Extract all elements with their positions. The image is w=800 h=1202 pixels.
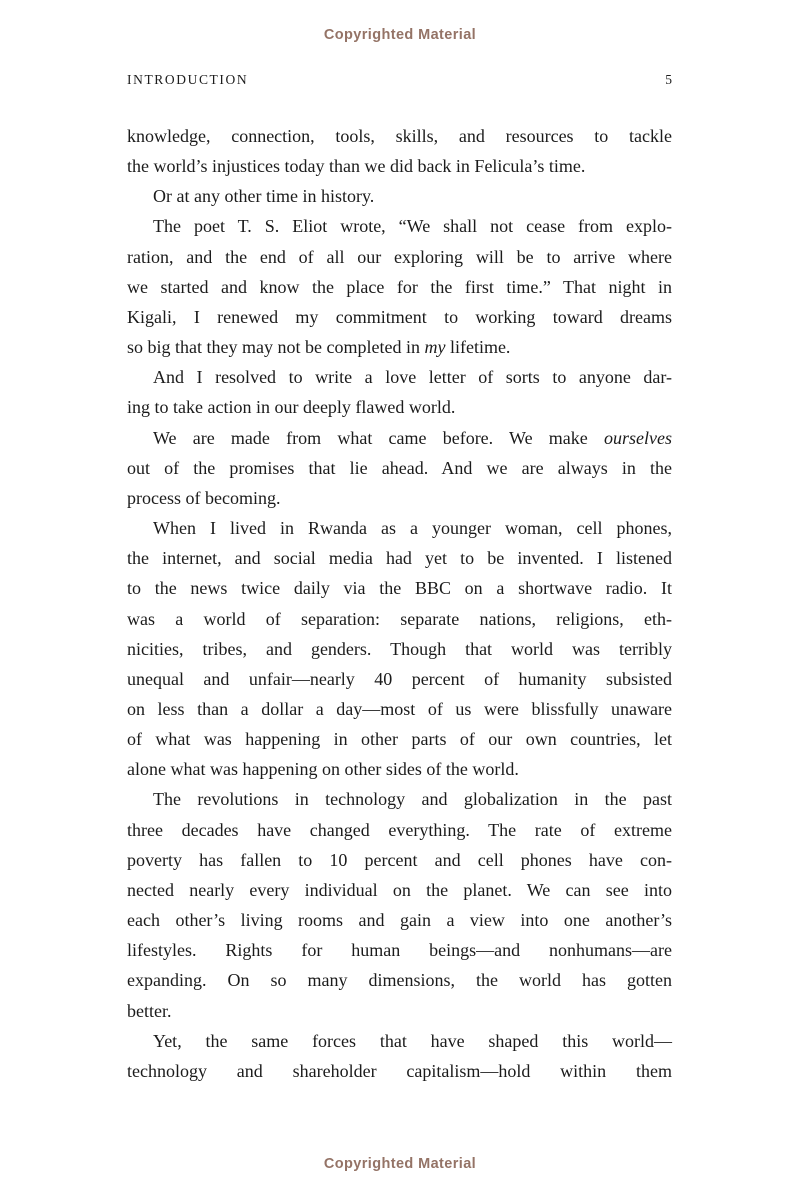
text-line: The revolutions in technology and globalization in the past <box>153 789 672 810</box>
copyright-watermark-top: Copyrighted Material <box>323 27 477 43</box>
text-line: better. <box>127 1000 172 1021</box>
page-header <box>127 72 672 88</box>
text-line: nected nearly every individual on the planet. We can see into <box>127 879 672 900</box>
text-line: nicities, tribes, and genders. Though that world was terribly <box>127 638 672 659</box>
text-line: was a world of separation: separate nations, religions, eth- <box>127 608 672 629</box>
text-line: the internet, and social media had yet to be invented. I listened <box>127 548 672 569</box>
text-line: ing to take action in our deeply flawed world. <box>127 397 456 418</box>
text-line: Yet, the same forces that have shaped this world— <box>153 1030 672 1051</box>
text-line: of what was happening in other parts of our own countries, let <box>127 729 672 750</box>
text-line: Or at any other time in history. <box>153 186 375 207</box>
text-line: And I resolved to write a love letter of sorts to anyone dar- <box>153 367 672 388</box>
text-line: unequal and unfair—nearly 40 percent of humanity subsisted <box>127 668 672 689</box>
text-line: Kigali, I renewed my commitment to working toward dreams <box>127 306 672 327</box>
text-line: ration, and the end of all our exploring will be to arrive where <box>127 246 672 267</box>
text-line: lifestyles. Rights for human beings—and nonhumans—are <box>127 940 672 961</box>
text-line: knowledge, connection, tools, skills, and resources to tackle <box>127 126 672 146</box>
text-line: process of becoming. <box>127 487 281 508</box>
text-line: to the news twice daily via the BBC on a shortwave radio. It <box>127 578 672 599</box>
text-line: expanding. On so many dimensions, the world has gotten <box>127 970 672 991</box>
text-line: The poet T. S. Eliot wrote, “We shall not cease from explo- <box>153 216 672 237</box>
copyright-watermark-bottom: Copyrighted Material <box>323 1156 477 1172</box>
text-line: three decades have changed everything. The rate of extreme <box>127 819 672 840</box>
text-line: poverty has fallen to 10 percent and cell phones have con- <box>127 849 672 870</box>
text-line: alone what was happening on other sides of the world. <box>127 759 519 780</box>
text-line: When I lived in Rwanda as a younger woman, cell phones, <box>153 518 672 539</box>
body-text <box>127 121 672 1086</box>
page-number: 5 <box>665 72 672 87</box>
text-line: so big that they may not be completed in my lifetime. <box>127 337 511 358</box>
text-line: each other’s living rooms and gain a view into one another’s <box>127 910 672 931</box>
running-head: INTRODUCTION <box>127 72 249 87</box>
text-line: technology and shareholder capitalism—hold within them <box>127 1060 672 1081</box>
text-line: We are made from what came before. We make ourselves <box>153 427 672 448</box>
text-line: the world’s injustices today than we did back in Felicula’s time. <box>127 156 586 177</box>
text-line: we started and know the place for the first time.” That night in <box>127 276 672 297</box>
text-line: on less than a dollar a day—most of us were blissfully unaware <box>127 698 672 719</box>
text-line: out of the promises that lie ahead. And we are always in the <box>127 457 672 478</box>
